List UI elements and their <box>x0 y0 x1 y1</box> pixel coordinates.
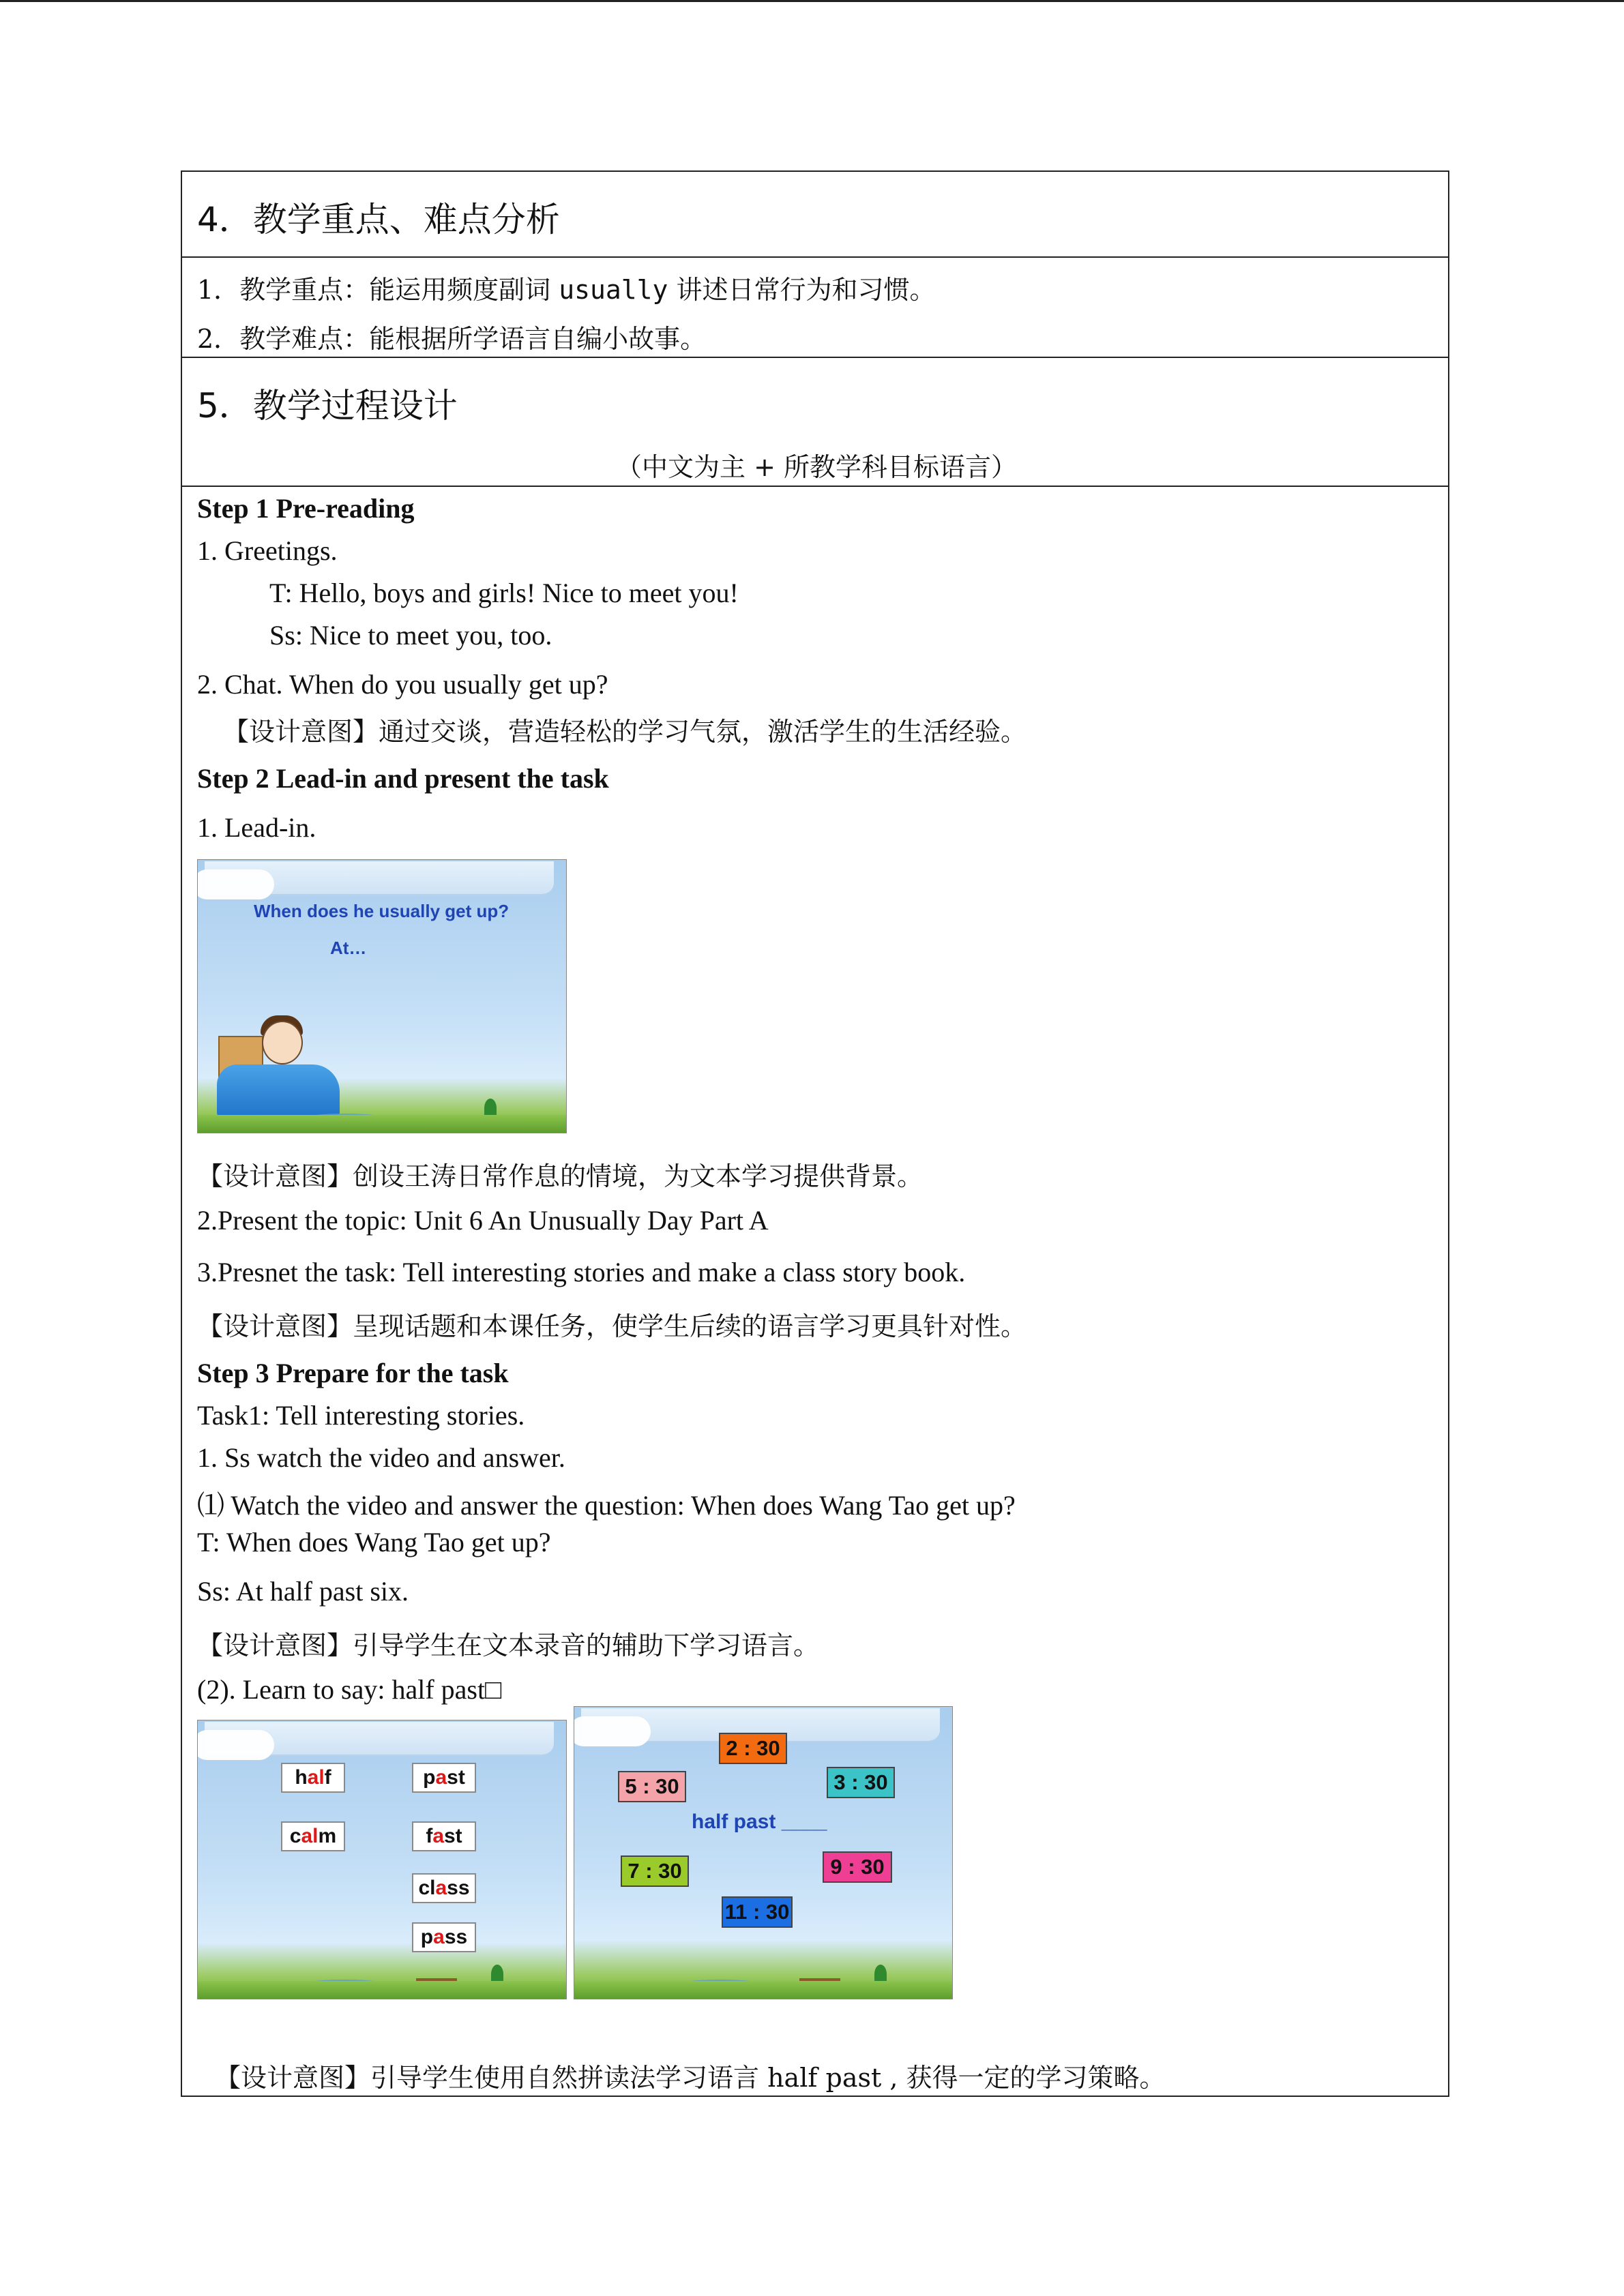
step3-sub1: ⑴ Watch the video and answer the question: When does Wang Tao get up? <box>197 1490 1016 1521</box>
step1-students-line: Ss: Nice to meet you, too. <box>269 620 552 651</box>
section5-subtitle: （中文为主 + 所教学科目标语言） <box>616 452 1017 482</box>
key-point-line <box>197 269 936 306</box>
step3-sub2: (2). Learn to say: half past□ <box>197 1674 502 1705</box>
cloud-decoration <box>574 1716 651 1746</box>
step1-heading: Step 1 Pre-reading <box>197 493 415 524</box>
step1-teacher-line: T: Hello, boys and girls! Nice to meet you! <box>269 578 739 608</box>
lesson-plan-table <box>181 170 1449 2097</box>
bed-illustration <box>217 1064 340 1119</box>
key-point-prefix: 1．教学重点：能运用频度副词 <box>197 275 559 305</box>
step2-design-intent-1: 【设计意图】创设王涛日常作息的情境，为文本学习提供背景。 <box>197 1161 924 1191</box>
boy-illustration <box>262 1021 303 1064</box>
cloud-decoration <box>197 1730 274 1760</box>
word-card-pass: p a ss <box>412 1922 476 1952</box>
row-divider <box>182 256 1448 258</box>
step3-heading: Step 3 Prepare for the task <box>197 1358 509 1388</box>
section5-title: 5．教学过程设计 <box>197 386 458 426</box>
step3-students-answer: Ss: At half past six. <box>197 1576 409 1607</box>
step1-design-intent: 【设计意图】通过交谈，营造轻松的学习气氛，激活学生的生活经验。 <box>223 717 1027 747</box>
step3-design-intent-2: 【设计意图】引导学生使用自然拼读法学习语言 half past , 获得一定的学习策略。 <box>215 2063 1166 2093</box>
section4-title: 4．教学重点、难点分析 <box>197 200 560 239</box>
step1-greetings: 1. Greetings. <box>197 535 338 566</box>
clock-card-3-30: 3 : 30 <box>827 1767 895 1798</box>
page-top-border <box>0 0 1624 2</box>
clock-card-11-30: 11 : 30 <box>722 1896 793 1928</box>
step2-design-intent-2: 【设计意图】呈现话题和本课任务，使学生后续的语言学习更具针对性。 <box>197 1311 1027 1341</box>
difficult-point-line: 2．教学难点：能根据所学语言自编小故事。 <box>197 324 707 354</box>
step3-teacher-question: T: When does Wang Tao get up? <box>197 1527 551 1557</box>
leadin-slide-image <box>197 859 567 1133</box>
step3-design-intent-1: 【设计意图】引导学生在文本录音的辅助下学习语言。 <box>197 1630 820 1660</box>
half-past-clocks-slide-image <box>574 1706 953 1999</box>
clock-card-2-30: 2 : 30 <box>719 1733 787 1764</box>
word-card-fast: f a st <box>412 1821 476 1851</box>
word-card-past: p a st <box>412 1763 476 1793</box>
key-point-word: usually <box>559 275 668 305</box>
slide-question: When does he usually get up? <box>254 901 510 921</box>
cloud-decoration <box>197 869 274 899</box>
clock-card-7-30: 7 : 30 <box>621 1855 689 1887</box>
grass-decoration <box>198 1981 566 1999</box>
grass-decoration <box>574 1981 952 1999</box>
key-point-suffix: 讲述日常行为和习惯。 <box>668 275 936 305</box>
clock-card-9-30: 9 : 30 <box>823 1851 892 1883</box>
step3-item1: 1. Ss watch the video and answer. <box>197 1442 565 1473</box>
step2-topic: 2.Present the topic: Unit 6 An Unusually Day Part A <box>197 1205 769 1236</box>
half-past-prompt: half past ____ <box>692 1810 827 1833</box>
word-card-calm: c al m <box>281 1821 345 1851</box>
grass-decoration <box>198 1115 566 1133</box>
phonics-words-slide-image <box>197 1720 567 1999</box>
row-divider <box>182 357 1448 358</box>
slide-answer: At… <box>330 938 367 958</box>
step2-task: 3.Presnet the task: Tell interesting stories and make a class story book. <box>197 1257 966 1287</box>
row-divider <box>182 486 1448 487</box>
clock-card-5-30: 5 : 30 <box>618 1771 686 1802</box>
step2-leadin: 1. Lead-in. <box>197 812 316 843</box>
word-card-class: cl a ss <box>412 1873 476 1903</box>
step3-task1: Task1: Tell interesting stories. <box>197 1400 525 1431</box>
step1-chat: 2. Chat. When do you usually get up? <box>197 669 608 700</box>
word-card-half: h al f <box>281 1763 345 1793</box>
step2-heading: Step 2 Lead-in and present the task <box>197 763 609 794</box>
